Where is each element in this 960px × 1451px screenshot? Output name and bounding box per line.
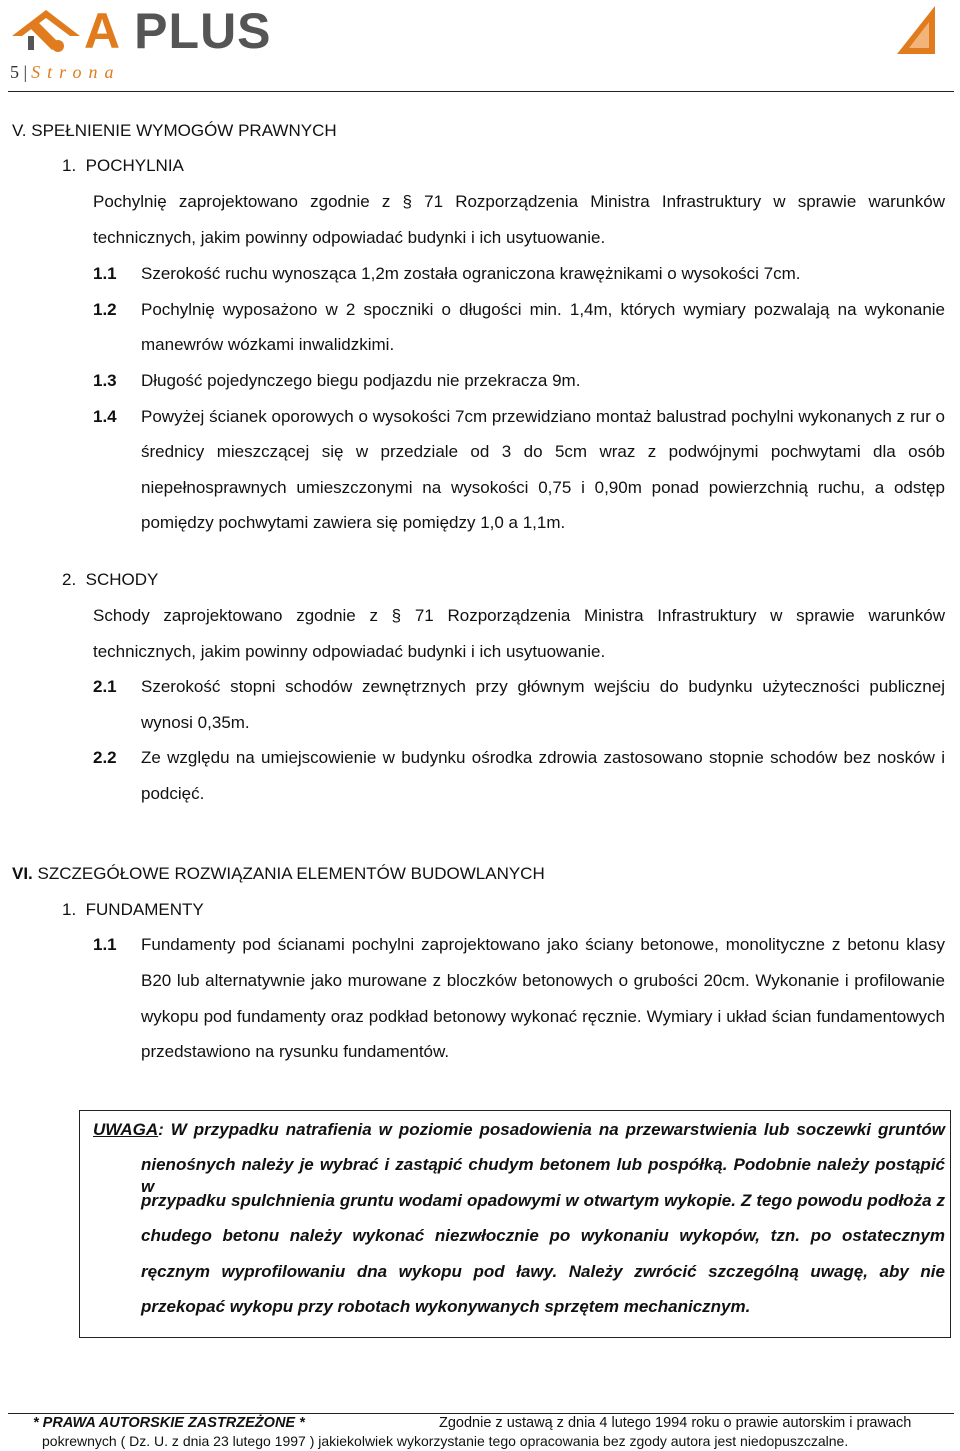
item-text: Długość pojedynczego biegu podjazdu nie przekracza 9m. [141,371,581,390]
item-number: 1.2 [93,300,117,319]
item-number: 1.4 [93,407,117,426]
uwaga-line: nienośnych należy je wybrać i zastąpić chudym betonem lub pospółką. Podobnie należy postąpić w [141,1155,945,1196]
footer-copyright: * PRAWA AUTORSKIE ZASTRZEŻONE * [33,1415,305,1431]
section-fundamenty-title: 1. FUNDAMENTY [62,900,204,919]
uwaga-line: chudego betonu należy wykonać niezwłocznie po wykonaniu wykopów, tzn. po ostatecznym [141,1226,945,1245]
section-pochylnia-title: 1. POCHYLNIA [62,156,184,175]
item-number: 1.3 [93,371,117,390]
uwaga-label: UWAGA [93,1120,159,1139]
item-text: Pochylnię wyposażono w 2 spoczniki o długości min. 1,4m, których wymiary pozwalają na wykonanie [141,300,945,319]
page-number: 5 | Strona [10,62,121,82]
item-text: Ze względu na umiejscowienie w budynku ośrodka zdrowia zastosowano stopnie schodów bez nosków i [141,748,945,767]
item-text: średnicy mieszczącej się w przedziale od 3 do 5cm wraz z podwójnymi pochwytami dla osób [141,442,945,461]
item-text: Fundamenty pod ścianami pochylni zaprojektowano jako ściany betonowe, monolityczne z betonu klasy [141,935,945,954]
item-number: 1.1 [93,935,117,954]
item-text: manewrów wózkami inwalidzkimi. [141,335,395,354]
corner-triangle-icon [893,4,937,56]
footer-line1-right: Zgodnie z ustawą z dnia 4 lutego 1994 roku o prawie autorskim i prawach [439,1415,912,1431]
pochylnia-intro-line1: Pochylnię zaprojektowano zgodnie z § 71 Rozporządzenia Ministra Infrastruktury w sprawie warunków [93,192,945,211]
item-text: podcięć. [141,784,205,803]
item-text: pomiędzy pochwytami zawiera się pomiędzy 1,0 a 1,1m. [141,513,566,532]
item-text: Powyżej ścianek oporowych o wysokości 7cm przewidziano montaż balustrad pochylni wykonanych z rur o [141,407,945,426]
uwaga-line: przypadku spulchnienia gruntu wodami opadowymi w otwartym wykopie. Z tego powodu podłoża z [141,1191,945,1210]
section-v-title: V. SPEŁNIENIE WYMOGÓW PRAWNYCH [12,121,337,140]
section-vi-title: VI. SZCZEGÓŁOWE ROZWIĄZANIA ELEMENTÓW BUDOWLANYCH [12,864,545,883]
item-text: wykopu pod fundamenty oraz podkład betonowy wykonać ręcznie. Wymiary i układ ścian fundamentowych [141,1007,945,1026]
item-number: 1.1 [93,264,117,283]
item-text: przedstawiono na rysunku fundamentów. [141,1042,450,1061]
item-number: 2.2 [93,748,117,767]
logo-wordmark: A PLUS [84,3,272,59]
section-schody-title: 2. SCHODY [62,570,159,589]
item-text: wynosi 0,35m. [141,713,250,732]
uwaga-line-1: UWAGA: W przypadku natrafienia w poziomie posadowienia na przewarstwienia lub soczewki gruntów [93,1120,945,1139]
logo-mark-icon [8,6,84,58]
item-text: Szerokość ruchu wynosząca 1,2m została ograniczona krawężnikami o wysokości 7cm. [141,264,801,283]
uwaga-line: ręcznym wyprofilowaniu dna wykopu pod ławy. Należy zwrócić szczególną uwagę, aby nie [141,1262,945,1281]
item-text: B20 lub alternatywnie jako murowane z bloczków betonowych o grubości 20cm. Wykonanie i profilowanie [141,971,945,990]
footer-line2: pokrewnych ( Dz. U. z dnia 23 lutego 1997 ) jakiekolwiek wykorzystanie tego opracowania bez zgody autora jest niedopuszczalne. [42,1433,849,1449]
schody-intro-line2: technicznych, jakim powinny odpowiadać budynki i ich usytuowanie. [93,642,606,661]
header-rule [8,91,954,92]
item-text: Szerokość stopni schodów zewnętrznych przy głównym wejściu do budynku użyteczności publicznej [141,677,945,696]
schody-intro-line1: Schody zaprojektowano zgodnie z § 71 Rozporządzenia Ministra Infrastruktury w sprawie warunków [93,606,945,625]
pochylnia-intro-line2: technicznych, jakim powinny odpowiadać budynki i ich usytuowanie. [93,228,606,247]
item-number: 2.1 [93,677,117,696]
item-text: niepełnosprawnych umieszczonymi na wysokości 0,75 i 0,90m ponad powierzchnią ruchu, a odstęp [141,478,945,497]
uwaga-line: przekopać wykopu przy robotach wykonywanych sprzętem mechanicznym. [141,1297,751,1316]
